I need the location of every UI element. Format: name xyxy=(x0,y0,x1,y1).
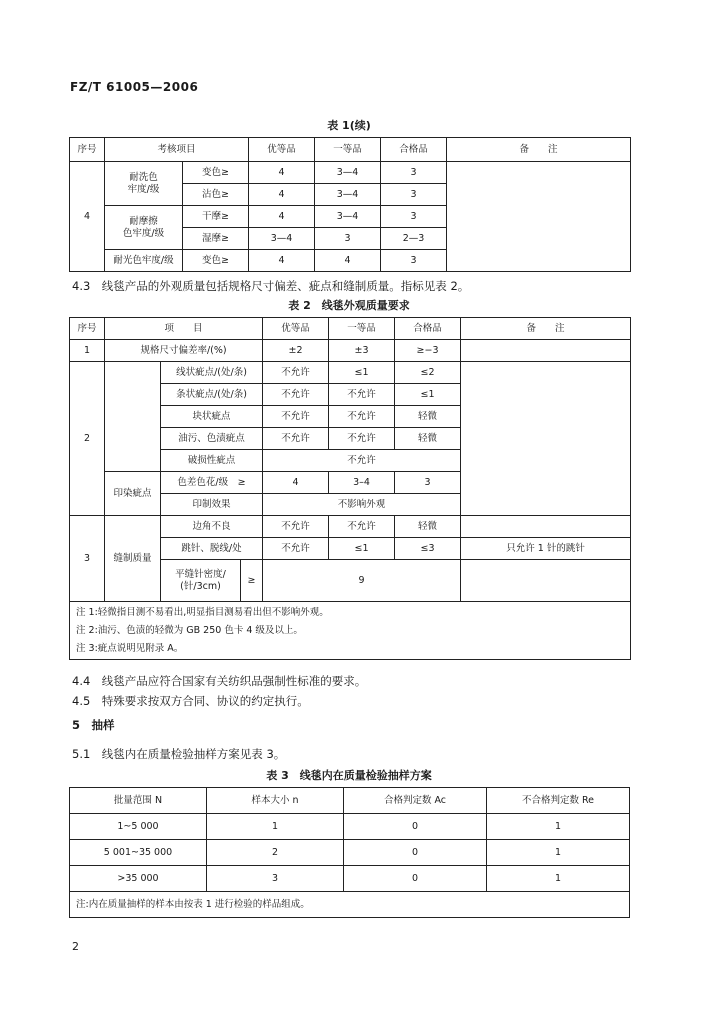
t1-h-note: 备 注 xyxy=(447,138,631,162)
t2-cell: ±2 xyxy=(263,340,329,362)
t1-group-light: 耐光色牢度/级 xyxy=(105,250,183,272)
table2 xyxy=(69,317,631,660)
t2-cell: 轻微 xyxy=(395,406,461,428)
t1-cell: 3 xyxy=(381,162,447,184)
t2-item: 油污、色渍疵点 xyxy=(161,428,263,450)
t2-group-print: 印染疵点 xyxy=(105,472,161,516)
t2-cell: 4 xyxy=(263,472,329,494)
t1-item: 变色≥ xyxy=(183,162,249,184)
t3-cell: 1 xyxy=(487,866,630,892)
t1-item: 干摩≥ xyxy=(183,206,249,228)
t2-cell-merged: 不影响外观 xyxy=(263,494,461,516)
t2-note-cell: 只允许 1 针的跳针 xyxy=(461,538,631,560)
t2-h-note: 备 注 xyxy=(461,318,631,340)
t2-item: 规格尺寸偏差率/(%) xyxy=(105,340,263,362)
t1-cell: 3—4 xyxy=(315,184,381,206)
t3-cell: 2 xyxy=(207,840,344,866)
t1-cell: 4 xyxy=(315,250,381,272)
t2-h-b: 一等品 xyxy=(329,318,395,340)
t2-cell: 轻微 xyxy=(395,516,461,538)
para-5-1: 5.1 线毯内在质量检验抽样方案见表 3。 xyxy=(72,747,286,761)
t2-h-seq: 序号 xyxy=(70,318,105,340)
t1-cell: 4 xyxy=(249,162,315,184)
t2-h-c: 合格品 xyxy=(395,318,461,340)
t2-note-cell xyxy=(461,362,631,516)
t2-cell: 不允许 xyxy=(263,516,329,538)
t2-seq-1: 1 xyxy=(70,340,105,362)
t2-cell: ≤3 xyxy=(395,538,461,560)
t1-cell: 4 xyxy=(249,206,315,228)
t3-cell: 1~5 000 xyxy=(70,814,207,840)
t1-item: 湿摩≥ xyxy=(183,228,249,250)
t1-group-wash: 耐洗色 牢度/级 xyxy=(105,162,183,206)
t1-h-item: 考核项目 xyxy=(105,138,249,162)
t2-cell: 不允许 xyxy=(263,406,329,428)
para-4-5: 4.5 特殊要求按双方合同、协议的约定执行。 xyxy=(72,694,309,708)
t2-note-3: 注 3:疵点说明见附录 A。 xyxy=(76,642,184,654)
t2-h-item: 项 目 xyxy=(105,318,263,340)
t3-h-n: 样本大小 n xyxy=(207,788,344,814)
t1-item: 变色≥ xyxy=(183,250,249,272)
t2-h-a: 优等品 xyxy=(263,318,329,340)
table1-caption: 表 1(续) xyxy=(327,119,371,132)
t2-note-cell xyxy=(461,560,631,602)
t3-h-ac: 合格判定数 Ac xyxy=(344,788,487,814)
para-4-4: 4.4 线毯产品应符合国家有关纺织品强制性标准的要求。 xyxy=(72,674,367,688)
t3-cell: 1 xyxy=(487,840,630,866)
t1-cell: 3 xyxy=(315,228,381,250)
t1-item: 沾色≥ xyxy=(183,184,249,206)
t2-item: 块状疵点 xyxy=(161,406,263,428)
t2-cell: 3–4 xyxy=(329,472,395,494)
t2-cell: 不允许 xyxy=(263,428,329,450)
t3-cell: 3 xyxy=(207,866,344,892)
t2-note-cell xyxy=(461,516,631,538)
t2-cell: 不允许 xyxy=(329,384,395,406)
t1-cell: 2—3 xyxy=(381,228,447,250)
t3-cell: 5 001~35 000 xyxy=(70,840,207,866)
t2-cell: 3 xyxy=(395,472,461,494)
standard-code: FZ/T 61005—2006 xyxy=(70,80,199,94)
t3-cell: 0 xyxy=(344,866,487,892)
t2-ge: ≥ xyxy=(241,560,263,602)
t2-note-1: 注 1:轻微指目测不易看出,明显指目测易看出但不影响外观。 xyxy=(76,606,329,618)
t3-h-re: 不合格判定数 Re xyxy=(487,788,630,814)
t2-cell-merged: 不允许 xyxy=(263,450,461,472)
t2-item: 破损性疵点 xyxy=(161,450,263,472)
t2-cell: 不允许 xyxy=(329,406,395,428)
t1-h-c: 合格品 xyxy=(381,138,447,162)
t1-cell: 3—4 xyxy=(315,206,381,228)
t2-cell: ≤1 xyxy=(329,362,395,384)
t1-note-cell xyxy=(447,162,631,272)
table3-caption: 表 3 线毯内在质量检验抽样方案 xyxy=(266,769,432,782)
t2-seq-3: 3 xyxy=(70,516,105,602)
t1-seq: 4 xyxy=(70,162,105,272)
t2-item: 线状疵点/(处/条) xyxy=(161,362,263,384)
t2-cell: 不允许 xyxy=(329,516,395,538)
t1-h-seq: 序号 xyxy=(70,138,105,162)
t3-note: 注:内在质量抽样的样本由按表 1 进行检验的样品组成。 xyxy=(70,892,630,918)
t1-cell: 4 xyxy=(249,250,315,272)
section-5-title: 5 抽样 xyxy=(72,718,115,732)
table2-caption: 表 2 线毯外观质量要求 xyxy=(288,299,410,312)
t2-seq-2: 2 xyxy=(70,362,105,516)
t2-cell: ≤2 xyxy=(395,362,461,384)
t1-h-a: 优等品 xyxy=(249,138,315,162)
table1 xyxy=(69,137,631,272)
t2-blank xyxy=(105,362,161,472)
t1-cell: 3—4 xyxy=(249,228,315,250)
table3 xyxy=(69,787,630,918)
t1-h-b: 一等品 xyxy=(315,138,381,162)
t3-h-range: 批量范围 N xyxy=(70,788,207,814)
t3-cell: 0 xyxy=(344,840,487,866)
t3-cell: 1 xyxy=(207,814,344,840)
t2-item: 条状疵点/(处/条) xyxy=(161,384,263,406)
t2-note-2: 注 2:油污、色渍的轻微为 GB 250 色卡 4 级及以上。 xyxy=(76,624,303,636)
t2-cell: 轻微 xyxy=(395,428,461,450)
t2-cell: ≤1 xyxy=(329,538,395,560)
t3-cell: 1 xyxy=(487,814,630,840)
t1-cell: 3 xyxy=(381,206,447,228)
t2-cell: ≥−3 xyxy=(395,340,461,362)
t1-group-rub: 耐摩擦 色牢度/级 xyxy=(105,206,183,250)
t2-item: 平缝针密度/ (针/3cm) xyxy=(161,560,241,602)
t2-cell: 不允许 xyxy=(263,384,329,406)
t2-cell: ≤1 xyxy=(395,384,461,406)
t1-cell: 3 xyxy=(381,250,447,272)
t3-cell: 0 xyxy=(344,814,487,840)
t2-cell: 不允许 xyxy=(329,428,395,450)
t2-item: 跳针、脱线/处 xyxy=(161,538,263,560)
t3-cell: >35 000 xyxy=(70,866,207,892)
t1-cell: 4 xyxy=(249,184,315,206)
t2-item: 色差色花/级 ≥ xyxy=(161,472,263,494)
t2-cell: 不允许 xyxy=(263,538,329,560)
t2-group-sew: 缝制质量 xyxy=(105,516,161,602)
t2-cell: ±3 xyxy=(329,340,395,362)
t2-cell: 不允许 xyxy=(263,362,329,384)
t2-cell-merged: 9 xyxy=(263,560,461,602)
page-number: 2 xyxy=(72,940,79,953)
t2-notes xyxy=(70,602,631,660)
t2-note-cell xyxy=(461,340,631,362)
para-4-3: 4.3 线毯产品的外观质量包括规格尺寸偏差、疵点和缝制质量。指标见表 2。 xyxy=(72,279,470,293)
t2-item: 边角不良 xyxy=(161,516,263,538)
t2-item: 印制效果 xyxy=(161,494,263,516)
t1-cell: 3—4 xyxy=(315,162,381,184)
t1-cell: 3 xyxy=(381,184,447,206)
